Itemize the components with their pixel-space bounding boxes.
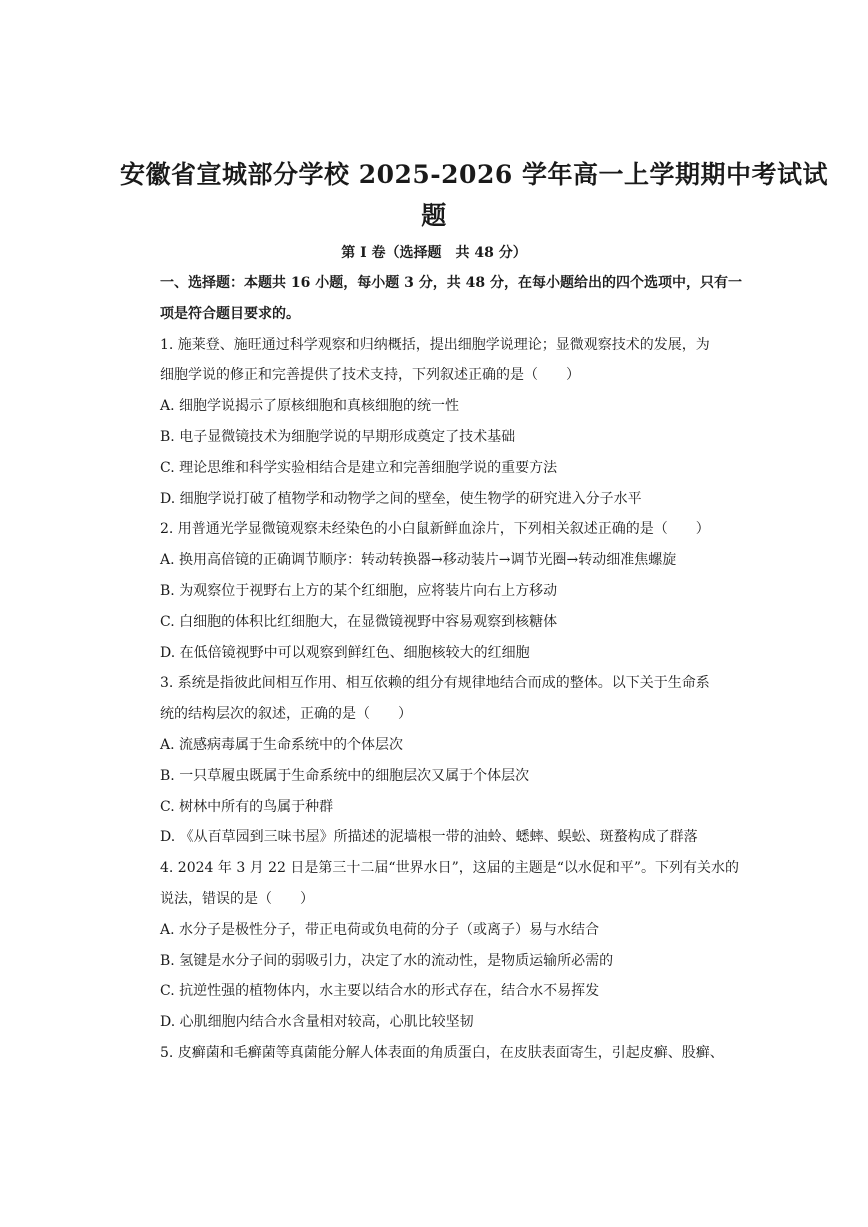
question-4-option-d: D. 心肌细胞内结合水含量相对较高，心肌比较坚韧 [160,1014,474,1030]
question-1-option-b: B. 电子显微镜技术为细胞学说的早期形成奠定了技术基础 [160,429,516,445]
question-2-stem-line-1: 2. 用普通光学显微镜观察未经染色的小白鼠新鲜血涂片，下列相关叙述正确的是（ ） [160,521,710,537]
question-2-option-c: C. 白细胞的体积比红细胞大，在显微镜视野中容易观察到核糖体 [160,614,558,630]
question-4-option-b: B. 氢键是水分子间的弱吸引力，决定了水的流动性，是物质运输所必需的 [160,953,614,969]
question-1-stem-line-1: 1. 施莱登、施旺通过科学观察和归纳概括，提出细胞学说理论；显微观察技术的发展，为 [160,337,710,353]
question-1-option-a: A. 细胞学说揭示了原核细胞和真核细胞的统一性 [160,398,460,414]
question-3-option-c: C. 树林中所有的鸟属于种群 [160,799,334,815]
exam-title-line-2: 题 [421,201,447,230]
question-2-option-d: D. 在低倍镜视野中可以观察到鲜红色、细胞核较大的红细胞 [160,645,530,661]
question-1-stem-line-2: 细胞学说的修正和完善提供了技术支持，下列叙述正确的是（ ） [160,367,580,383]
question-3-stem-line-2: 统的结构层次的叙述，正确的是（ ） [160,706,412,722]
question-4-stem-line-2: 说法，错误的是（ ） [160,891,314,907]
question-4-option-c: C. 抗逆性强的植物体内，水主要以结合水的形式存在，结合水不易挥发 [160,983,600,999]
section-header: 第 I 卷（选择题 共 48 分） [341,245,527,261]
question-1-option-c: C. 理论思维和科学实验相结合是建立和完善细胞学说的重要方法 [160,460,558,476]
instructions-line-1: 一、选择题：本题共 16 小题，每小题 3 分，共 48 分，在每小题给出的四个选项中，只有一 [160,275,742,291]
question-3-option-b: B. 一只草履虫既属于生命系统中的细胞层次又属于个体层次 [160,768,530,784]
question-2-option-b: B. 为观察位于视野右上方的某个红细胞，应将装片向右上方移动 [160,583,558,599]
exam-title-line-1: 安徽省宣城部分学校 2025-2026 学年高一上学期期中考试试 [120,160,828,189]
question-2-option-a: A. 换用高倍镜的正确调节顺序：转动转换器→移动装片→调节光圈→转动细准焦螺旋 [160,552,677,568]
instructions-line-2: 项是符合题目要求的。 [160,306,300,322]
question-3-option-a: A. 流感病毒属于生命系统中的个体层次 [160,737,404,753]
question-4-option-a: A. 水分子是极性分子，带正电荷或负电荷的分子（或离子）易与水结合 [160,922,600,938]
question-4-stem-line-1: 4. 2024 年 3 月 22 日是第三十二届“世界水日”，这届的主题是“以水促和平”。下列有关水的 [160,860,740,876]
question-5-stem-line-1: 5. 皮癣菌和毛癣菌等真菌能分解人体表面的角质蛋白，在皮肤表面寄生，引起皮癣、股癣、 [160,1045,724,1061]
question-3-option-d: D. 《从百草园到三味书屋》所描述的泥墙根一带的油蛉、蟋蟀、蜈蚣、斑蝥构成了群落 [160,829,698,845]
question-3-stem-line-1: 3. 系统是指彼此间相互作用、相互依赖的组分有规律地结合而成的整体。以下关于生命系 [160,675,710,691]
question-1-option-d: D. 细胞学说打破了植物学和动物学之间的壁垒，使生物学的研究进入分子水平 [160,491,642,507]
